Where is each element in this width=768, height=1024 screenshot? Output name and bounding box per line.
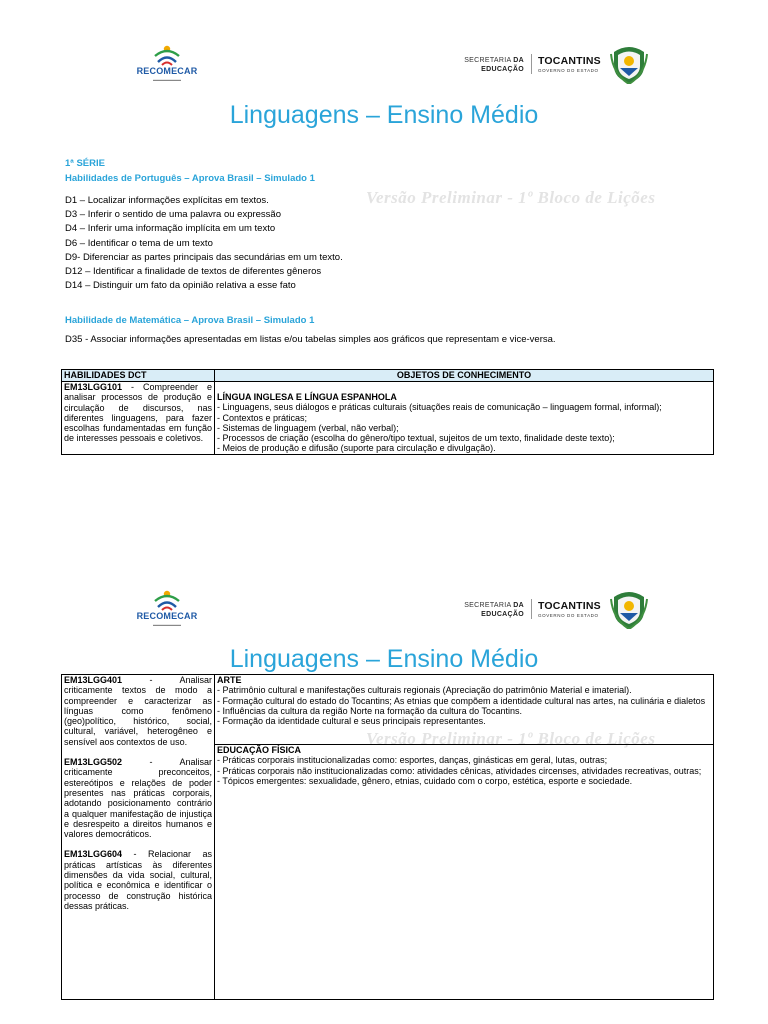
- page-1: [0, 0, 768, 500]
- arte-title: ARTE: [217, 675, 242, 685]
- skill-code: EM13LGG604: [64, 849, 123, 860]
- arte-item: - Patrimônio cultural e manifestações culturais regionais (Apreciação do patrimônio Material e imaterial).: [217, 685, 632, 696]
- edfis-item: - Tópicos emergentes: sexualidade, gênero, etnias, cuidado com o corpo, estética, esporte e sociedade.: [217, 775, 633, 786]
- governo-estado-text: GOVERNO DO ESTADO: [538, 613, 599, 618]
- tocantins-crest-icon: [610, 44, 648, 84]
- skill-code: EM13LGG502: [64, 757, 123, 768]
- object-item: - Meios de produção e difusão (suporte para circulação e divulgação).: [217, 443, 496, 454]
- recomecar-logo: [132, 40, 202, 88]
- secretaria-educacao-text: SECRETARIA DA EDUCAÇÃO: [464, 602, 524, 618]
- skill-cell: [62, 382, 215, 455]
- header-habilidades: HABILIDADES DCT: [62, 370, 215, 382]
- object-item: - Linguagens, seus diálogos e práticas culturais (situações reais de comunicação – linguagem formal, informal);: [217, 402, 662, 413]
- arte-item: - Formação da identidade cultural e seus principais representantes.: [217, 716, 486, 727]
- recomecar-logo: [132, 585, 202, 633]
- edfis-block: [215, 745, 713, 786]
- skill-text: - Analisar criticamente preconceitos, estereótipos e relações de poder presentes nas práticas corporais, adotando posicionamento contrário a qualquer manifestação de injustiça e desrespeito a direitos humanos e valores democráticos.: [64, 757, 212, 840]
- descritor-item: D12 – Identificar a finalidade de textos de diferentes gêneros: [65, 266, 322, 278]
- tocantins-logo: [452, 44, 652, 86]
- habilidades-table-2: [61, 674, 714, 1000]
- object-item: - Processos de criação (escolha do gênero/tipo textual, sujeitos de um texto, finalidade deste texto);: [217, 433, 615, 444]
- skill-text: - Relacionar as práticas artísticas às diferentes dimensões da vida social, cultural, política e econômica e identificar o processo de construção histórica dessas práticas.: [64, 849, 212, 911]
- objects-cell: [215, 382, 714, 455]
- skill-paragraph: [64, 849, 212, 911]
- recomecar-figure-icon: [152, 44, 182, 66]
- header-objetos: OBJETOS DE CONHECIMENTO: [215, 370, 714, 382]
- logo-divider: [531, 54, 532, 74]
- recomecar-logo-sub: ▬▬▬▬▬▬▬: [153, 77, 181, 82]
- descritores-list: [65, 194, 343, 293]
- descritor-item: D4 – Inferir uma informação implícita em um texto: [65, 223, 276, 235]
- descritor-item: D6 – Identificar o tema de um texto: [65, 237, 213, 249]
- skill-paragraph: [64, 757, 212, 839]
- page-title: Linguagens – Ensino Médio: [229, 645, 539, 673]
- descritor-item: D3 – Inferir o sentido de uma palavra ou expressão: [65, 209, 281, 221]
- arte-item: - Formação cultural do estado do Tocantins; As etnias que compõem a identidade cultural nas artes, na culinária e dialetos: [217, 695, 706, 706]
- governo-estado-text: GOVERNO DO ESTADO: [538, 68, 599, 73]
- tocantins-crest-icon: [610, 589, 648, 629]
- recomecar-logo-text: RECOMECAR: [136, 611, 198, 621]
- descritor-item: D9- Diferenciar as partes principais das secundárias em um texto.: [65, 251, 343, 263]
- tocantins-text: TOCANTINS: [538, 55, 601, 67]
- skill-code: EM13LGG101: [64, 382, 123, 392]
- recomecar-figure-icon: [152, 589, 182, 611]
- page-title: Linguagens – Ensino Médio: [229, 101, 539, 129]
- subject-title: LÍNGUA INGLESA E LÍNGUA ESPANHOLA: [217, 392, 397, 402]
- edfis-item: - Práticas corporais não institucionalizadas como: atividades cênicas, atividades circenses, atividades recreativas, outras;: [217, 765, 702, 776]
- serie-label: 1ª SÉRIE: [65, 158, 105, 169]
- skills-cell: [62, 675, 215, 1000]
- edfis-title: EDUCAÇÃO FÍSICA: [217, 745, 302, 755]
- recomecar-logo-sub: ▬▬▬▬▬▬▬: [153, 622, 181, 627]
- object-item: - Contextos e práticas;: [217, 412, 308, 423]
- watermark: Versão Preliminar - 1º Bloco de Lições: [366, 729, 656, 748]
- descritor-item: D14 – Distinguir um fato da opinião relativa a esse fato: [65, 280, 296, 292]
- descritor-d35: D35 - Associar informações apresentadas em listas e/ou tabelas simples aos gráficos que representam e vice-versa.: [65, 334, 556, 345]
- secretaria-educacao-text: SECRETARIA DA EDUCAÇÃO: [464, 57, 524, 73]
- edfis-item: - Práticas corporais institucionalizadas como: esportes, danças, ginásticas em geral, lutas, outras;: [217, 755, 608, 766]
- skill-code: EM13LGG401: [64, 675, 123, 685]
- logo-divider: [531, 599, 532, 619]
- hab-matematica-title: Habilidade de Matemática – Aprova Brasil – Simulado 1: [65, 315, 315, 326]
- recomecar-logo-text: RECOMECAR: [136, 66, 198, 76]
- tocantins-text: TOCANTINS: [538, 600, 601, 612]
- skill-paragraph: [64, 675, 212, 747]
- arte-item: - Influências da cultura da região Norte na formação da cultura do Tocantins.: [217, 705, 523, 716]
- tocantins-logo: [452, 589, 652, 631]
- habilidades-table-1: [61, 369, 714, 455]
- skill-text: - Compreender e analisar processos de produção e circulação de discursos, nas diferentes linguagens, para fazer escolhas fundamentadas em função de interesses pessoais e coletivos.: [64, 382, 212, 444]
- objects-cell: [215, 675, 714, 1000]
- watermark: Versão Preliminar - 1º Bloco de Lições: [366, 188, 656, 207]
- object-item: - Sistemas de linguagem (verbal, não verbal);: [217, 422, 399, 433]
- hab-portugues-title: Habilidades de Português – Aprova Brasil – Simulado 1: [65, 173, 315, 184]
- skill-text: - Analisar criticamente textos de modo a compreender e caracterizar as línguas como fenômeno (geo)político, histórico, social, cultural, variável, heterogêneo e sensível aos contextos de uso.: [64, 675, 212, 747]
- descritor-item: D1 – Localizar informações explícitas em textos.: [65, 195, 269, 206]
- arte-block: [215, 675, 713, 745]
